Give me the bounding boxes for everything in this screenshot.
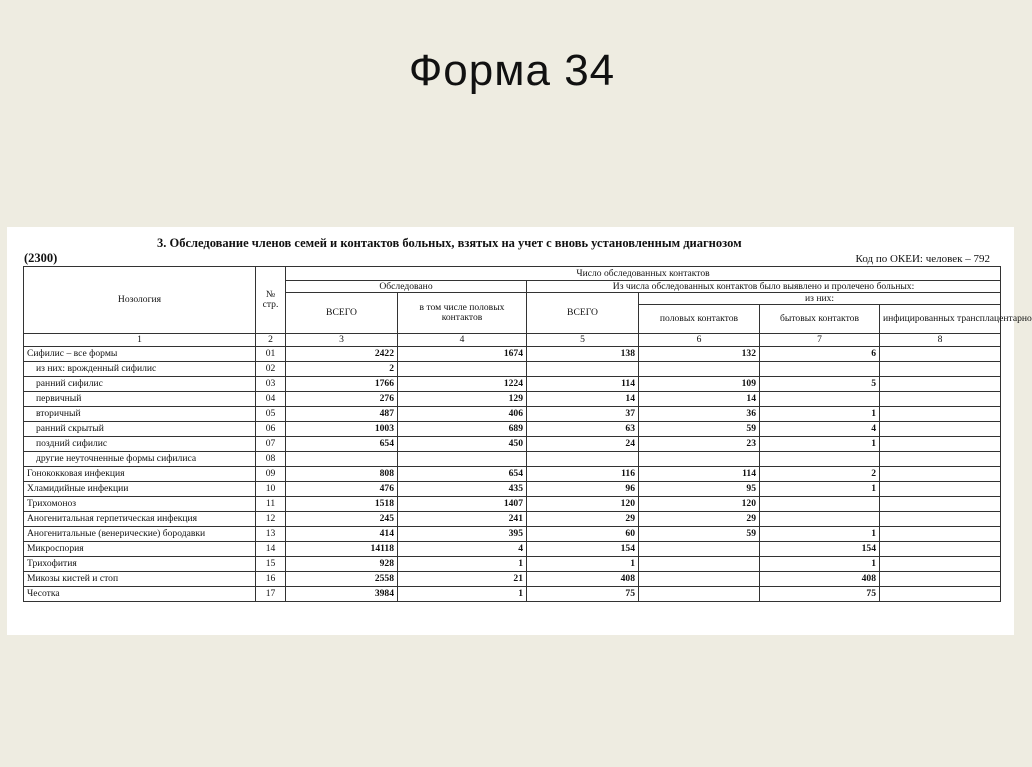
cell-sexual-found: 95 [639,482,760,497]
header-incl-sexual: в том числе половых контактов [398,293,527,334]
cell-total-found: 63 [527,422,639,437]
cell-sexual-examined [398,362,527,377]
cell-sexual-examined: 1 [398,557,527,572]
cell-total-found: 24 [527,437,639,452]
cell-household-found [760,362,880,377]
cell-sexual-examined: 4 [398,542,527,557]
okei-code: Код по ОКЕИ: человек – 792 [855,253,990,265]
cell-sexual-found: 109 [639,377,760,392]
cell-sexual-found: 14 [639,392,760,407]
cell-transplacental-found [880,557,1001,572]
header-of-examined-found: Из числа обследованных контактов было выявлено и пролечено больных: [527,281,1001,293]
cell-household-found: 6 [760,347,880,362]
header-row-no: № стр. [256,267,286,334]
row-code: 17 [256,587,286,602]
cell-household-found: 1 [760,482,880,497]
cell-sexual-examined: 395 [398,527,527,542]
table-row [24,377,1001,392]
table-row [24,587,1001,602]
cell-total-examined: 3984 [286,587,398,602]
cell-transplacental-found [880,512,1001,527]
cell-household-found: 1 [760,527,880,542]
cell-household-found: 1 [760,407,880,422]
column-number: 8 [880,334,1001,347]
cell-sexual-found [639,542,760,557]
cell-transplacental-found [880,437,1001,452]
table-body [24,347,1001,602]
cell-sexual-examined: 1224 [398,377,527,392]
cell-sexual-examined: 654 [398,467,527,482]
contacts-table [23,266,1032,602]
cell-transplacental-found [880,377,1001,392]
table-row [24,467,1001,482]
table-row [24,527,1001,542]
cell-transplacental-found [880,527,1001,542]
cell-transplacental-found [880,497,1001,512]
table-heading: 3. Обследование членов семей и контактов больных, взятых на учет с вновь установленным диагнозом [157,236,742,250]
cell-transplacental-found [880,407,1001,422]
column-number: 2 [256,334,286,347]
cell-total-found: 29 [527,512,639,527]
row-code: 06 [256,422,286,437]
cell-sexual-examined: 1674 [398,347,527,362]
row-name: поздний сифилис [24,437,256,452]
cell-transplacental-found [880,422,1001,437]
cell-sexual-examined: 435 [398,482,527,497]
table-row [24,422,1001,437]
header-transplacental: инфицированных трансплацентарно [880,305,1001,334]
cell-transplacental-found [880,347,1001,362]
cell-household-found: 2 [760,467,880,482]
cell-total-found: 120 [527,497,639,512]
cell-sexual-examined: 21 [398,572,527,587]
cell-total-examined: 414 [286,527,398,542]
cell-sexual-found: 23 [639,437,760,452]
row-code: 13 [256,527,286,542]
cell-sexual-found: 59 [639,422,760,437]
cell-total-found [527,452,639,467]
row-code: 12 [256,512,286,527]
cell-total-examined: 1003 [286,422,398,437]
row-name: Микозы кистей и стоп [24,572,256,587]
header-total-found: ВСЕГО [527,293,639,334]
cell-sexual-examined: 1 [398,587,527,602]
table-row [24,542,1001,557]
table-row [24,557,1001,572]
table-row [24,452,1001,467]
form-code: (2300) [24,251,58,265]
row-code: 03 [256,377,286,392]
cell-transplacental-found [880,392,1001,407]
row-code: 16 [256,572,286,587]
cell-total-examined: 2558 [286,572,398,587]
column-numbers-row [24,334,1001,347]
cell-total-examined: 928 [286,557,398,572]
cell-household-found [760,497,880,512]
cell-total-examined: 1518 [286,497,398,512]
cell-total-found: 138 [527,347,639,362]
row-name: другие неуточненные формы сифилиса [24,452,256,467]
row-name: Хламидийные инфекции [24,482,256,497]
cell-total-examined: 476 [286,482,398,497]
cell-sexual-found: 120 [639,497,760,512]
cell-total-found: 96 [527,482,639,497]
column-number: 4 [398,334,527,347]
row-code: 14 [256,542,286,557]
cell-sexual-examined: 1407 [398,497,527,512]
row-name: Сифилис – все формы [24,347,256,362]
row-code: 02 [256,362,286,377]
cell-sexual-found: 29 [639,512,760,527]
cell-sexual-found: 114 [639,467,760,482]
cell-total-examined: 654 [286,437,398,452]
cell-household-found: 4 [760,422,880,437]
header-of-them: из них: [639,293,1001,305]
cell-household-found: 154 [760,542,880,557]
row-code: 11 [256,497,286,512]
cell-transplacental-found [880,362,1001,377]
header-nosology: Нозология [24,267,256,334]
cell-sexual-found: 132 [639,347,760,362]
row-name: Аногенитальные (венерические) бородавки [24,527,256,542]
cell-total-found: 114 [527,377,639,392]
row-name: Микроспория [24,542,256,557]
cell-sexual-examined [398,452,527,467]
cell-transplacental-found [880,452,1001,467]
cell-total-examined [286,452,398,467]
column-number: 5 [527,334,639,347]
table-row [24,512,1001,527]
cell-sexual-found [639,362,760,377]
row-code: 01 [256,347,286,362]
column-number: 3 [286,334,398,347]
row-name: Трихофития [24,557,256,572]
cell-transplacental-found [880,482,1001,497]
cell-total-examined: 1766 [286,377,398,392]
cell-total-found: 408 [527,572,639,587]
cell-total-found: 1 [527,557,639,572]
header-total: ВСЕГО [286,293,398,334]
row-name: ранний скрытый [24,422,256,437]
cell-sexual-examined: 689 [398,422,527,437]
cell-sexual-examined: 129 [398,392,527,407]
row-name: Аногенитальная герпетическая инфекция [24,512,256,527]
cell-total-examined: 2 [286,362,398,377]
row-code: 09 [256,467,286,482]
table-row [24,407,1001,422]
table-row [24,347,1001,362]
table-row [24,437,1001,452]
cell-household-found: 408 [760,572,880,587]
cell-total-found: 154 [527,542,639,557]
cell-total-found [527,362,639,377]
header-examined: Обследовано [286,281,527,293]
row-code: 15 [256,557,286,572]
column-number: 6 [639,334,760,347]
cell-sexual-examined: 241 [398,512,527,527]
row-code: 08 [256,452,286,467]
cell-sexual-found: 59 [639,527,760,542]
row-name: Чесотка [24,587,256,602]
cell-transplacental-found [880,572,1001,587]
table-row [24,572,1001,587]
cell-household-found: 1 [760,557,880,572]
table-row [24,362,1001,377]
row-code: 05 [256,407,286,422]
cell-total-found: 116 [527,467,639,482]
cell-total-examined: 14118 [286,542,398,557]
cell-household-found: 5 [760,377,880,392]
row-name: Трихомоноз [24,497,256,512]
cell-sexual-examined: 406 [398,407,527,422]
cell-total-examined: 808 [286,467,398,482]
cell-total-found: 75 [527,587,639,602]
cell-sexual-found [639,452,760,467]
row-name: Гонококковая инфекция [24,467,256,482]
header-sexual-contacts: половых контактов [639,305,760,334]
cell-household-found [760,452,880,467]
header-examined-contacts: Число обследованных контактов [286,267,1001,281]
cell-household-found [760,392,880,407]
cell-sexual-found [639,572,760,587]
cell-sexual-examined: 450 [398,437,527,452]
table-row [24,392,1001,407]
cell-household-found [760,512,880,527]
header-household-contacts: бытовых контактов [760,305,880,334]
column-number: 1 [24,334,256,347]
row-name: ранний сифилис [24,377,256,392]
cell-total-examined: 245 [286,512,398,527]
cell-sexual-found: 36 [639,407,760,422]
table-row [24,482,1001,497]
cell-total-examined: 2422 [286,347,398,362]
cell-transplacental-found [880,587,1001,602]
row-name: из них: врожденный сифилис [24,362,256,377]
cell-household-found: 75 [760,587,880,602]
cell-total-found: 14 [527,392,639,407]
table-row [24,497,1001,512]
column-number: 7 [760,334,880,347]
cell-sexual-found [639,587,760,602]
row-code: 04 [256,392,286,407]
row-name: вторичный [24,407,256,422]
cell-total-examined: 276 [286,392,398,407]
row-code: 10 [256,482,286,497]
cell-household-found: 1 [760,437,880,452]
cell-transplacental-found [880,467,1001,482]
cell-total-found: 37 [527,407,639,422]
row-code: 07 [256,437,286,452]
cell-sexual-found [639,557,760,572]
cell-total-found: 60 [527,527,639,542]
slide-title: Форма 34 [408,46,616,95]
form-sheet [7,227,1032,635]
cell-transplacental-found [880,542,1001,557]
cell-total-examined: 487 [286,407,398,422]
row-name: первичный [24,392,256,407]
